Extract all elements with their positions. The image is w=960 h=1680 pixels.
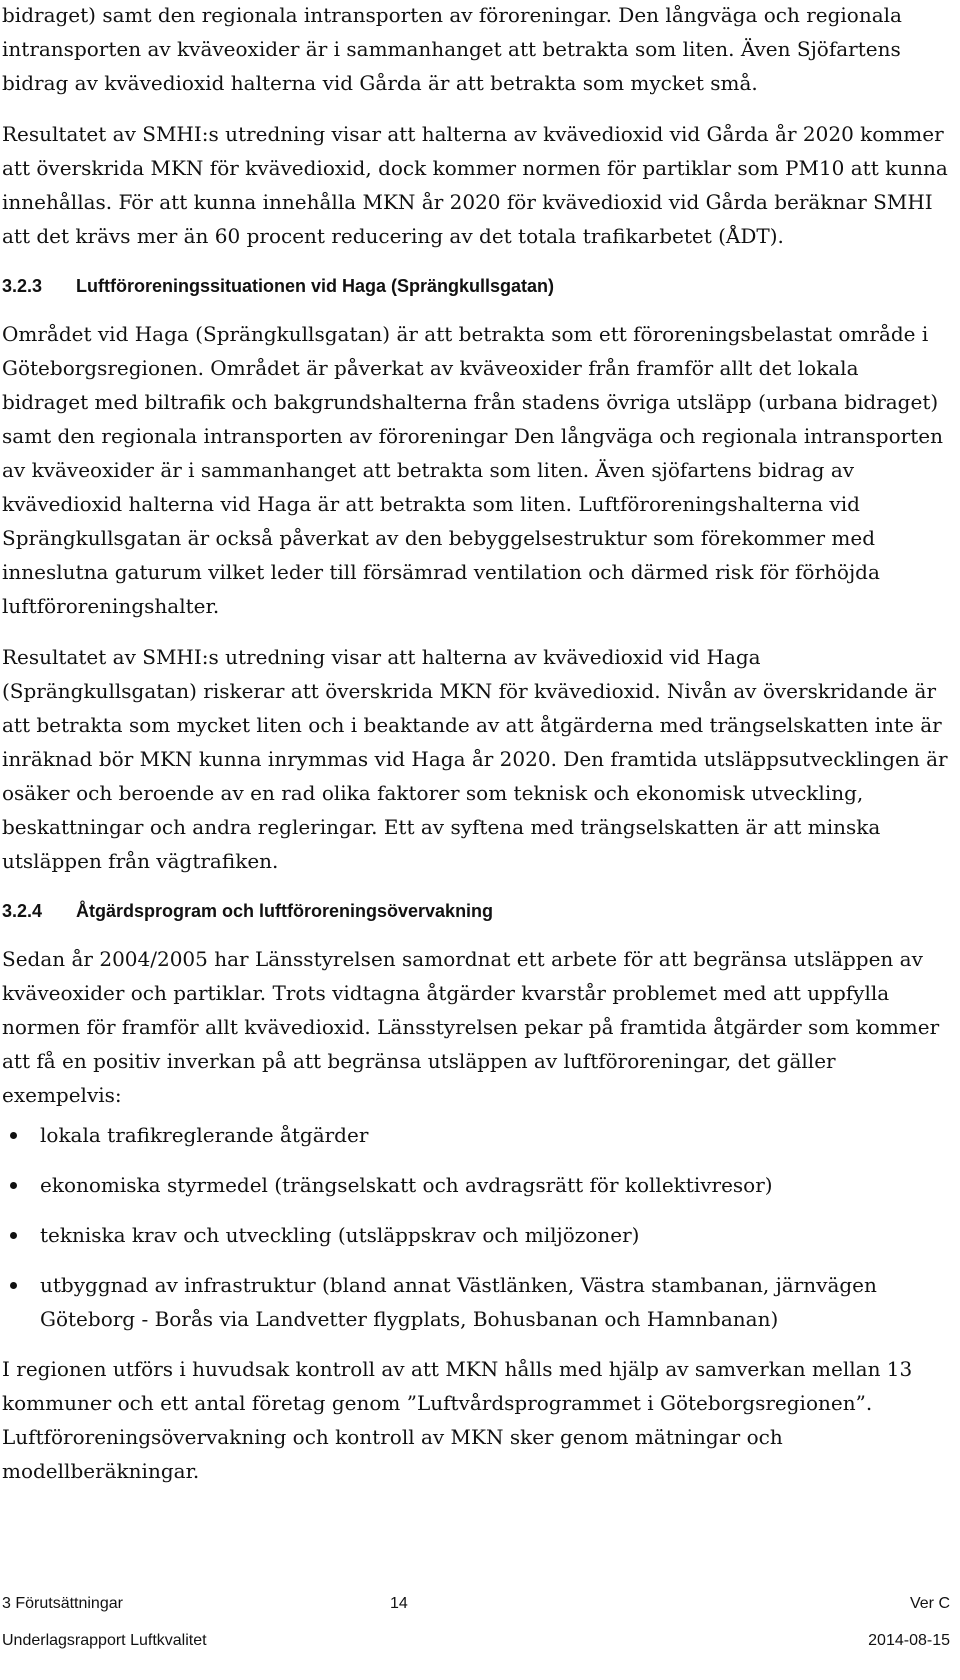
document-body — [2, 0, 950, 1505]
section-title: Åtgärdsprogram och luftföroreningsövervakning — [76, 901, 494, 921]
section-title: Luftföroreningssituationen vid Haga (Sprängkullsgatan) — [76, 276, 555, 296]
list-item-text: lokala trafikreglerande åtgärder — [40, 1123, 369, 1147]
footer-chapter: 3 Förutsättningar — [2, 1595, 123, 1612]
paragraph-garda-continuation: bidraget) samt den regionala intransporten av föroreningar. Den långväga och regionala intransporten av kväveoxider är i sammanhanget att betrakta som liten. Även Sjöfartens bidrag av kvävedioxid halterna vid Gårda är att betrakta som mycket små. — [2, 3, 902, 95]
list-item — [2, 1268, 950, 1336]
bullet-icon — [2, 1118, 40, 1152]
section-number: 3.2.4 — [2, 901, 43, 921]
paragraph-garda-result: Resultatet av SMHI:s utredning visar att halterna av kvävedioxid vid Gårda år 2020 kommer att överskrida MKN för kvävedioxid, dock kommer normen för partiklar som PM10 att kunna innehållas. För att kunna innehålla MKN år 2020 för kvävedioxid vid Gårda beräknar SMHI att det krävs mer än 60 procent reducering av det totala trafikarbetet (ÅDT). — [2, 122, 948, 248]
list-item — [2, 1168, 950, 1202]
paragraph-measures-intro: Sedan år 2004/2005 har Länsstyrelsen samordnat ett arbete för att begränsa utsläppen av kväveoxider och partiklar. Trots vidtagna åtgärder kvarstår problemet med att uppfylla normen för framför allt kvävedioxid. Länsstyrelsen pekar på framtida åtgärder som kommer att få en positiv inverkan på att begränsa utsläppen av luftföroreningar, det gäller exempelvis: — [2, 947, 940, 1107]
list-item — [2, 1118, 950, 1152]
footer-report-name: Underlagsrapport Luftkvalitet — [2, 1632, 207, 1649]
section-heading-3-2-4 — [2, 898, 950, 924]
section-heading-3-2-3 — [2, 273, 950, 299]
bullet-icon — [2, 1268, 40, 1336]
paragraph-monitoring: I regionen utförs i huvudsak kontroll av att MKN hålls med hjälp av samverkan mellan 13 kommuner och ett antal företag genom ”Luftvårdsprogrammet i Göteborgsregionen”. Luftföroreningsövervakning och kontroll av MKN sker genom mätningar och modellberäkningar. — [2, 1357, 913, 1483]
list-item-text: utbyggnad av infrastruktur (bland annat Västlänken, Västra stambanan, järnvägen Göteborg - Borås via Landvetter flygplats, Bohusbanan och Hamnbanan) — [40, 1273, 877, 1331]
footer-date: 2014-08-15 — [868, 1632, 950, 1649]
page-footer — [2, 1595, 950, 1617]
footer-page-number: 14 — [390, 1595, 408, 1612]
bullet-icon — [2, 1168, 40, 1202]
bullet-icon — [2, 1218, 40, 1252]
paragraph-haga-result: Resultatet av SMHI:s utredning visar att halterna av kvävedioxid vid Haga (Sprängkullsgatan) riskerar att överskrida MKN för kvävedioxid. Nivån av överskridande är att betrakta som mycket liten och i beaktande av att åtgärderna med trängselskatten inte är inräknad bör MKN kunna inrymmas vid Haga år 2020. Den framtida utsläppsutvecklingen är osäker och beroende av en rad olika faktorer som teknisk och ekonomisk utveckling, beskattningar och andra regleringar. Ett av syftena med trängselskatten är att minska utsläppen från vägtrafiken. — [2, 645, 948, 873]
section-number: 3.2.3 — [2, 276, 43, 296]
page-footer-secondary — [2, 1632, 950, 1654]
list-item-text: ekonomiska styrmedel (trängselskatt och avdragsrätt för kollektivresor) — [40, 1173, 773, 1197]
measures-list — [2, 1118, 950, 1336]
paragraph-haga-situation: Området vid Haga (Sprängkullsgatan) är att betrakta som ett föroreningsbelastat område i Göteborgsregionen. Området är påverkat av kväveoxider från framför allt det lokala bidraget med biltrafik och bakgrundshalterna från stadens övriga utsläpp (urbana bidraget) samt den regionala intransporten av föroreningar Den långväga och regionala intransporten av kväveoxider är i sammanhanget att betrakta som liten. Även sjöfartens bidrag av kvävedioxid halterna vid Haga är att betrakta som liten. Luftföroreningshalterna vid Sprängkullsgatan är också påverkat av den bebyggelsestruktur som förekommer med inneslutna gaturum vilket leder till försämrad ventilation och därmed risk för förhöjda luftföroreningshalter. — [2, 322, 943, 618]
list-item-text: tekniska krav och utveckling (utsläppskrav och miljözoner) — [40, 1223, 640, 1247]
list-item — [2, 1218, 950, 1252]
footer-version: Ver C — [909, 1595, 950, 1612]
